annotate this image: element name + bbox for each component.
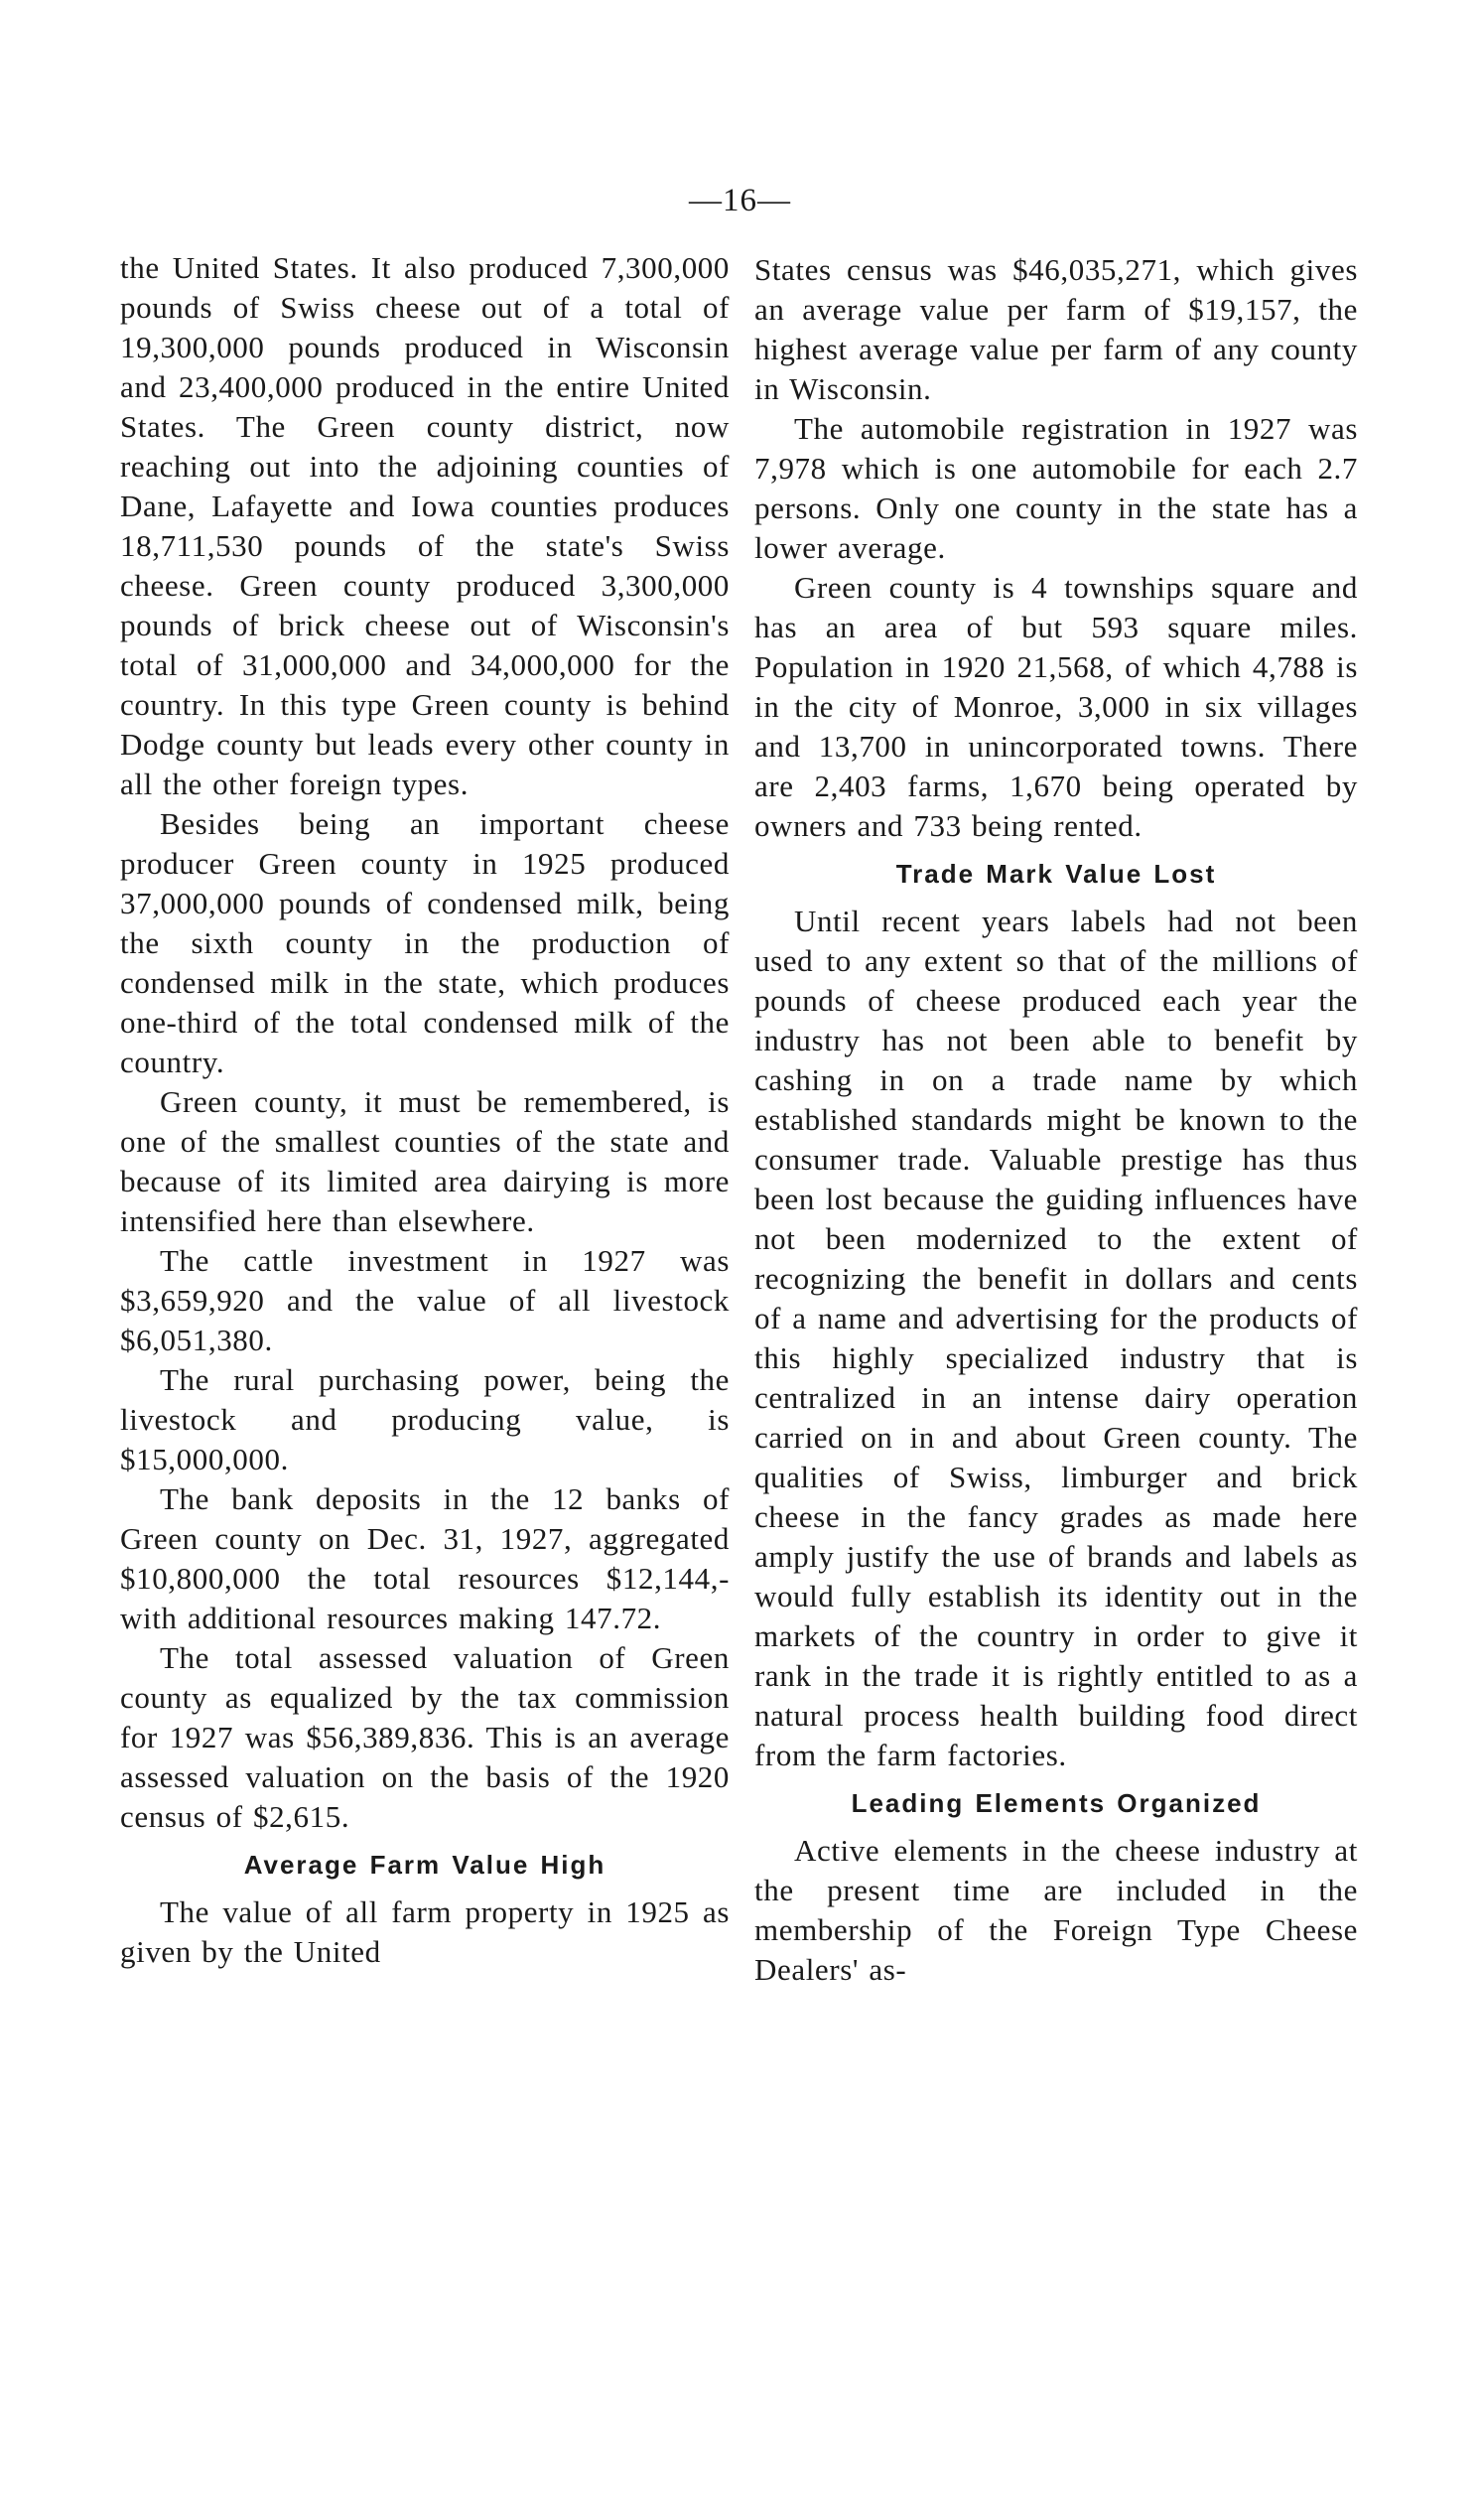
right-column <box>754 250 1358 1990</box>
section-heading: Trade Mark Value Lost <box>895 859 1217 889</box>
page-number: —16— <box>689 183 791 218</box>
paragraph: Until recent years labels had not been used to any extent so that of the millions of pounds of cheese produced each year the industry has not been able to benefit by cashing in on a trade name by which established standards might be known to the consumer trade. Valuable prestige has thus been lost because the guiding influences have not been modernized to the extent of recognizing the benefit in dollars and cents of a name and advertising for the products of this highly specialized industry that is centralized in an intense dairy operation carried on in and about Green county. The qualities of Swiss, limburger and brick cheese in the fancy grades as made here amply justify the use of brands and labels as would fully establish its identity out in the markets of the country in order to give it rank in the trade it is rightly entitled to as a natural process health building food direct from the farm factories. <box>754 904 1358 1772</box>
paragraph: The rural purchasing power, being the livestock and producing value, is $15,000,000. <box>120 1362 730 1476</box>
paragraph: The total assessed valuation of Green county as equalized by the tax commission for 1927 was $56,389,836. This is an average assessed valuation on the basis of the 1920 census of $2,615. <box>120 1640 730 1834</box>
paragraph: The cattle investment in 1927 was $3,659,920 and the value of all livestock $6,051,380. <box>120 1243 730 1357</box>
paragraph: The bank deposits in the 12 banks of Green county on Dec. 31, 1927, aggregated $10,800,000 the total resources $12,144,- with additional resources making 147.72. <box>120 1481 730 1635</box>
left-column <box>120 248 730 1972</box>
paragraph: The value of all farm property in 1925 as given by the United <box>120 1894 730 1969</box>
paragraph: The automobile registration in 1927 was 7,978 which is one automobile for each 2.7 persons. Only one county in the state has a lower average. <box>754 411 1358 565</box>
paragraph: States census was $46,035,271, which gives an average value per farm of $19,157, the highest average value per farm of any county in Wisconsin. <box>754 252 1358 406</box>
section-heading: Leading Elements Organized <box>851 1788 1262 1818</box>
paragraph: Green county is 4 townships square and has an area of but 593 square miles. Population in 1920 21,568, of which 4,788 is in the city of Monroe, 3,000 in six villages and 13,700 in unincorporated towns. There are 2,403 farms, 1,670 being operated by owners and 733 being rented. <box>754 570 1358 843</box>
paragraph: Besides being an important cheese producer Green county in 1925 produced 37,000,000 pounds of condensed milk, being the sixth county in the production of condensed milk in the state, which produces one-third of the total condensed milk of the country. <box>120 806 730 1079</box>
paragraph: the United States. It also produced 7,300,000 pounds of Swiss cheese out of a total of 19,300,000 pounds produced in Wisconsin and 23,400,000 produced in the entire United States. The Green county district, now reaching out into the adjoining counties of Dane, Lafayette and Iowa counties produces 18,711,530 pounds of the state's Swiss cheese. Green county produced 3,300,000 pounds of brick cheese out of Wisconsin's total of 31,000,000 and 34,000,000 for the country. In this type Green county is behind Dodge county but leads every other county in all the other foreign types. <box>120 250 730 801</box>
paragraph: Green county, it must be remembered, is one of the smallest counties of the state and because of its limited area dairying is more intensified here than elsewhere. <box>120 1084 730 1238</box>
paragraph: Active elements in the cheese industry at the present time are included in the membership of the Foreign Type Cheese Dealers' as- <box>754 1833 1358 1987</box>
section-heading: Average Farm Value High <box>243 1850 606 1880</box>
